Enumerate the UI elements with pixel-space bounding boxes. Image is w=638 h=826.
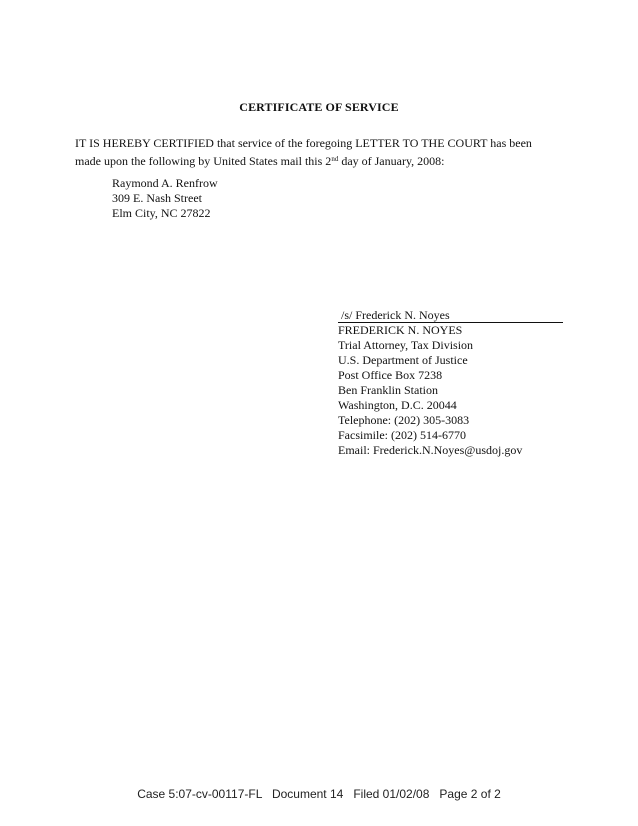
signature-line: /s/ Frederick N. Noyes	[338, 308, 563, 323]
signature-block	[338, 308, 563, 458]
footer-page-number: Page 2 of 2	[439, 787, 501, 801]
footer-case-number: Case 5:07-cv-00117-FL	[137, 787, 262, 801]
signer-telephone: Telephone: (202) 305-3083	[338, 413, 470, 427]
footer-document-number: Document 14	[271, 787, 344, 801]
ordinal-suffix: nd	[331, 155, 339, 163]
recipient-name: Raymond A. Renfrow	[112, 176, 218, 190]
recipient-city: Elm City, NC 27822	[112, 206, 211, 220]
certification-line-1: IT IS HEREBY CERTIFIED that service of the foregoing LETTER TO THE COURT has been	[75, 136, 532, 150]
signer-name: FREDERICK N. NOYES	[338, 323, 463, 337]
signer-city: Washington, D.C. 20044	[338, 398, 457, 412]
signer-po-box: Post Office Box 7238	[338, 368, 443, 382]
case-footer	[0, 787, 638, 801]
signer-title: Trial Attorney, Tax Division	[338, 338, 474, 352]
page-title: CERTIFICATE OF SERVICE	[239, 100, 399, 114]
recipient-street: 309 E. Nash Street	[112, 191, 202, 205]
footer-filed-date: Filed 01/02/08	[353, 787, 430, 801]
signer-department: U.S. Department of Justice	[338, 353, 468, 367]
certification-paragraph	[75, 134, 575, 170]
signer-station: Ben Franklin Station	[338, 383, 438, 397]
signer-facsimile: Facsimile: (202) 514-6770	[338, 428, 466, 442]
certification-line-2-end: day of January, 2008:	[338, 154, 445, 168]
signer-email: Email: Frederick.N.Noyes@usdoj.gov	[338, 443, 523, 457]
recipient-address	[112, 176, 218, 221]
certification-line-2	[75, 152, 575, 170]
certification-line-2-start: made upon the following by United States mail this 2	[75, 154, 332, 168]
